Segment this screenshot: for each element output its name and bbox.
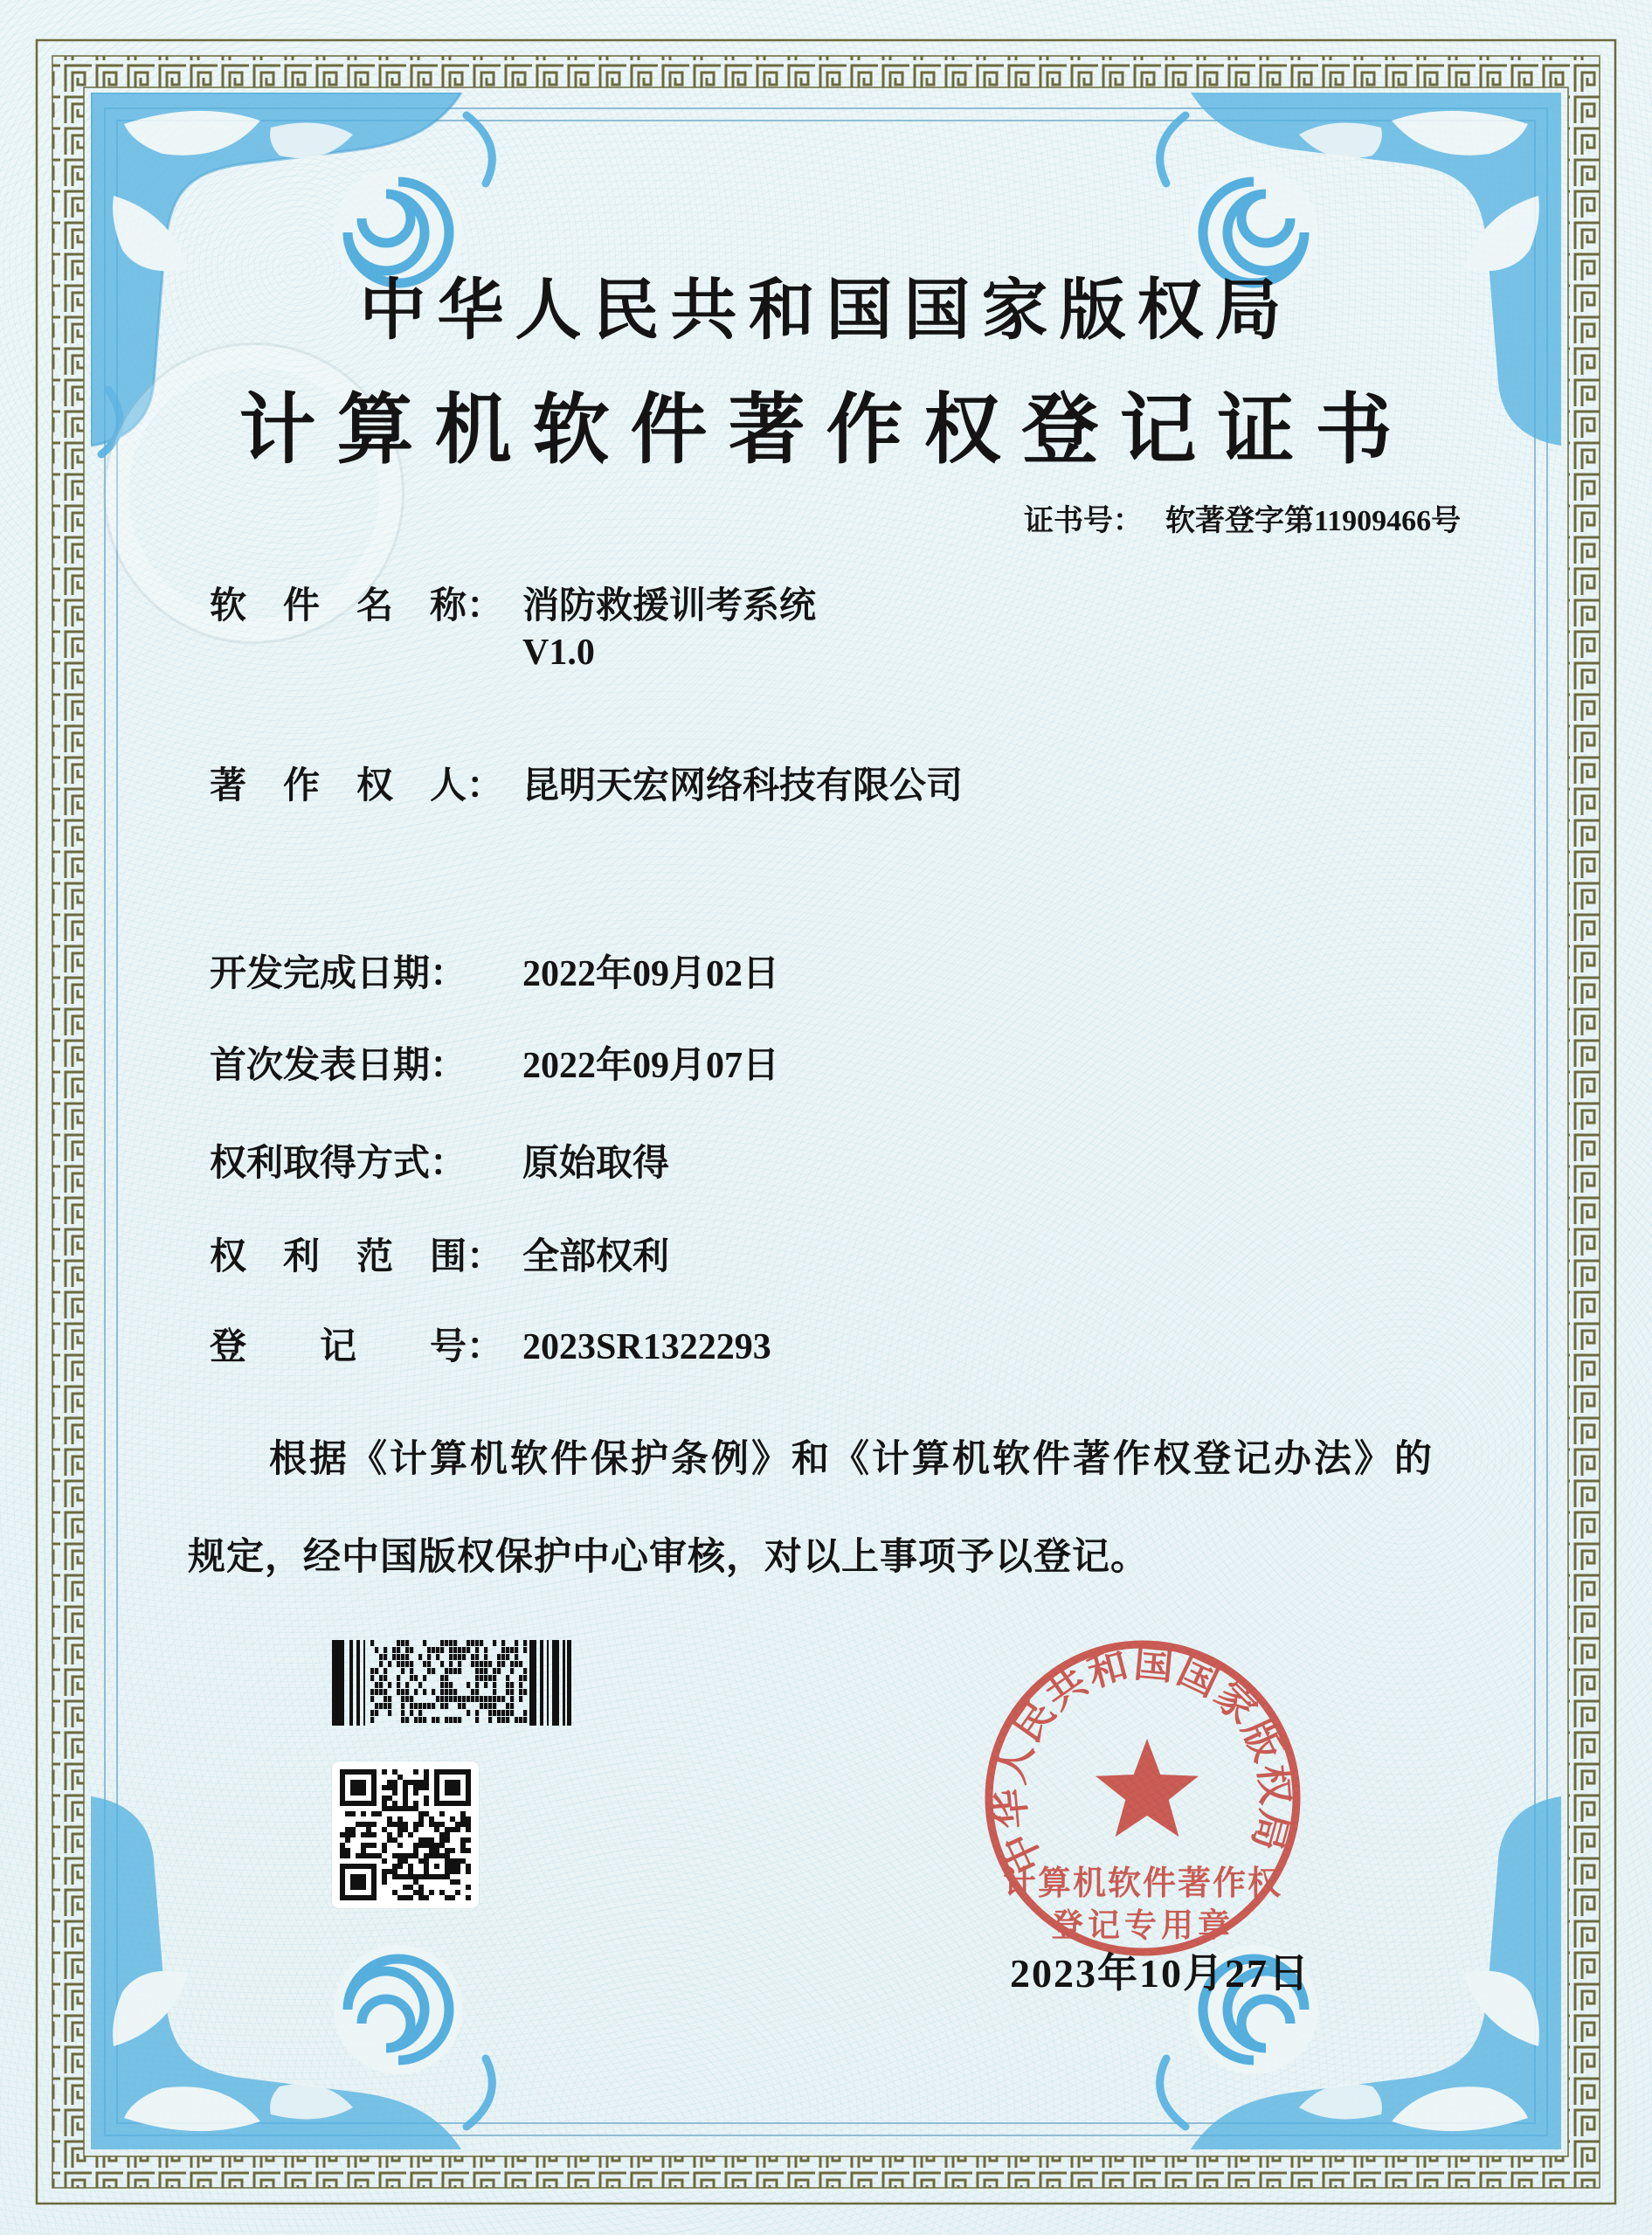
issue-date: 2023年10月27日 <box>1010 1951 1310 1996</box>
certificate-number <box>1024 507 1461 536</box>
official-seal <box>972 1630 1313 1971</box>
field-registration-number <box>210 1326 771 1370</box>
certificate-number-label: 证书号： <box>1024 505 1143 537</box>
field-software-name <box>210 585 816 629</box>
field-label: 开发完成日期： <box>210 954 467 994</box>
field-copyright-owner <box>210 765 963 809</box>
field-value: 2022年09月07日 <box>522 1046 780 1086</box>
seal-line-2: 登记专用章 <box>1051 1907 1234 1943</box>
field-first-publish-date <box>210 1045 779 1089</box>
field-label: 软 件 名 称： <box>210 586 504 626</box>
barcode <box>332 1640 571 1726</box>
field-rights-scope <box>210 1236 669 1280</box>
statement-line-2: 规定，经中国版权保护中心审核，对以上事项予以登记。 <box>188 1537 1149 1578</box>
field-label: 权利取得方式： <box>210 1144 467 1184</box>
field-dev-complete-date <box>210 953 779 997</box>
field-label: 首次发表日期： <box>210 1046 467 1086</box>
field-label: 权 利 范 围： <box>210 1237 504 1277</box>
field-value: 原始取得 <box>522 1144 670 1184</box>
field-value: 昆明天宏网络科技有限公司 <box>522 766 964 806</box>
seal-line-1: 计算机软件著作权 <box>1002 1865 1283 1902</box>
statement-line-1: 根据《计算机软件保护条例》和《计算机软件著作权登记办法》的 <box>269 1439 1434 1480</box>
field-value: 全部权利 <box>522 1237 670 1277</box>
field-rights-acquisition <box>210 1143 669 1187</box>
certificate-title: 计算机软件著作权登记证书 <box>238 389 1414 474</box>
field-label: 登 记 号： <box>210 1327 504 1367</box>
qr-code-modules <box>340 1769 471 1900</box>
seal-arc-text: 中华人民共和国国家版权局 <box>988 1642 1297 1880</box>
qr-code <box>332 1761 479 1908</box>
field-software-version: V1.0 <box>522 633 595 673</box>
field-value: 消防救援训考系统 <box>522 586 817 626</box>
field-label: 著 作 权 人： <box>210 766 504 806</box>
authority-title: 中华人民共和国国家版权局 <box>359 274 1293 348</box>
seal-star <box>1096 1739 1199 1837</box>
certificate-number-value: 软著登字第11909466号 <box>1165 505 1462 537</box>
field-value: 2023SR1322293 <box>522 1327 771 1367</box>
field-value: 2022年09月02日 <box>522 954 780 994</box>
